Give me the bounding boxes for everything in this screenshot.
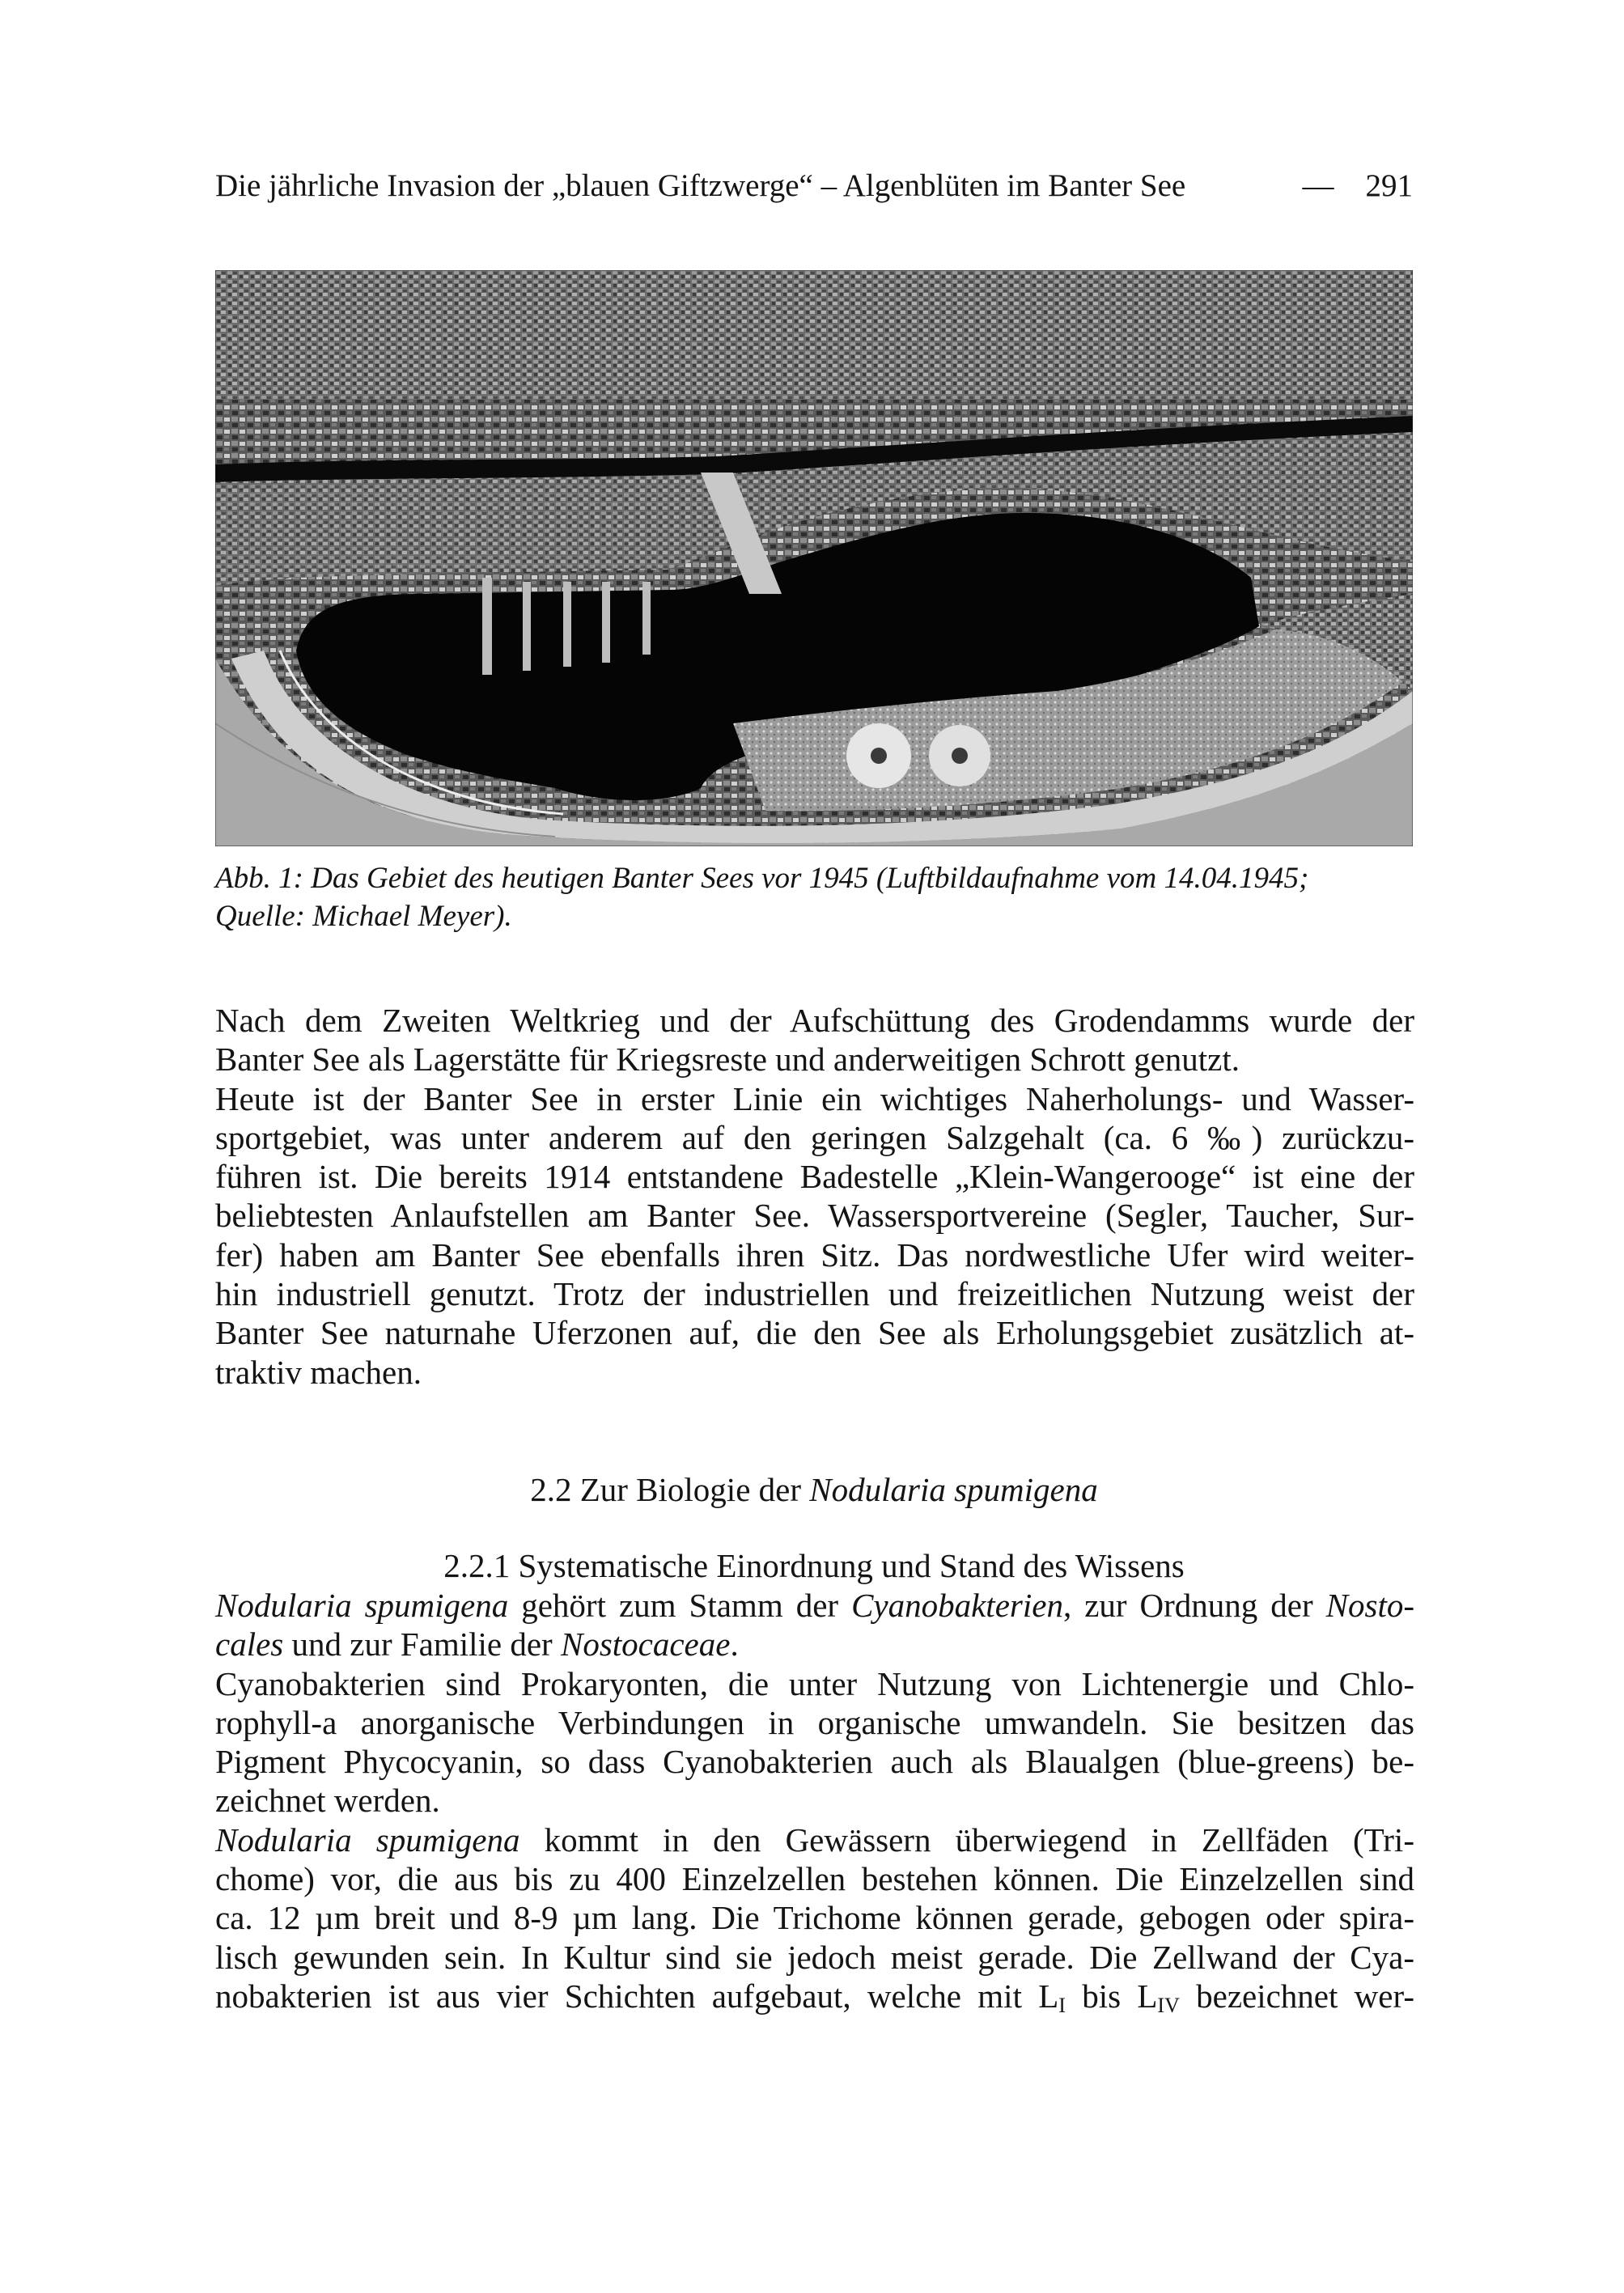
text-run: , zur Ordnung der: [1062, 1587, 1326, 1624]
text-line: führen ist. Die bereits 1914 entstandene Badestelle „Klein-Wangerooge“ ist eine der: [215, 1158, 1414, 1196]
text-run: bezeichnet wer-: [1179, 1977, 1414, 2015]
paragraph-2: [215, 1586, 1414, 2015]
text-run: bis L: [1065, 1977, 1158, 2015]
text-line: lisch gewunden sein. In Kultur sind sie jedoch meist gerade. Die Zellwand der Cya-: [215, 1938, 1414, 1976]
text-line: Banter See als Lagerstätte für Kriegsreste und anderweitigen Schrott genutzt.: [215, 1041, 1240, 1079]
aerial-photo-image: [215, 270, 1413, 846]
subscript: IV: [1157, 1993, 1180, 2017]
text-line: sportgebiet, was unter anderem auf den geringen Salzgehalt (ca. 6 ‰) zurückzu-: [215, 1118, 1414, 1156]
text-line: Banter See naturnahe Uferzonen auf, die den See als Erholungsgebiet zusätzlich at-: [215, 1314, 1414, 1352]
section-heading: [215, 1469, 1413, 1510]
text-line: [215, 1586, 1414, 1625]
text-line: beliebtesten Anlaufstellen am Banter See. Wassersportvereine (Segler, Taucher, Sur-: [215, 1197, 1414, 1235]
text-line: Pigment Phycocyanin, so dass Cyanobakterien auch als Blaualgen (blue-greens) be-: [215, 1743, 1414, 1781]
text-run: .: [730, 1625, 739, 1664]
section-heading-species: Nodularia spumigena: [809, 1471, 1098, 1508]
text-line: rophyll-a anorganische Verbindungen in organische umwandeln. Sie besitzen das: [215, 1703, 1414, 1741]
text-line: ca. 12 µm breit und 8-9 µm lang. Die Trichome können gerade, gebogen oder spira-: [215, 1899, 1414, 1937]
header-dash: —: [1302, 168, 1334, 203]
text-run: und zur Familie der: [283, 1625, 561, 1664]
text-line: hin industriell genutzt. Trotz der industriellen und freizeitlichen Nutzung weist der: [215, 1275, 1414, 1313]
section-heading-prefix: 2.2 Zur Biologie der: [530, 1471, 810, 1508]
subsection-heading: 2.2.1 Systematische Einordnung und Stand des Wissens: [443, 1547, 1185, 1584]
text-run: gehört zum Stamm der: [508, 1587, 852, 1624]
figure-caption: [215, 859, 1413, 935]
text-line: Cyanobakterien sind Prokaryonten, die unter Nutzung von Lichtenergie und Chlo-: [215, 1664, 1414, 1702]
text-line: zeichnet werden.: [215, 1782, 440, 1820]
running-header: [215, 167, 1413, 206]
text-line: Heute ist der Banter See in erster Linie ein wichtiges Naherholungs- und Wasser-: [215, 1079, 1414, 1117]
taxon-name: cales: [215, 1625, 284, 1664]
taxon-name: Cyanobakterien: [851, 1587, 1063, 1624]
text-line: [215, 1977, 1414, 2015]
species-name: Nodularia spumigena: [215, 1820, 520, 1859]
text-run: nobakterien ist aus vier Schichten aufgebaut, welche mit L: [215, 1977, 1059, 2015]
text-line: Nach dem Zweiten Weltkrieg und der Aufschüttung des Grodendamms wurde der: [215, 1002, 1414, 1039]
running-title: Die jährliche Invasion der „blauen Giftzwerge“ – Algenblüten im Banter See: [215, 168, 1186, 203]
aerial-photograph: [215, 270, 1413, 846]
species-name: Nodularia spumigena: [215, 1587, 509, 1624]
taxon-name: Nosto-: [1325, 1587, 1414, 1624]
subscript: I: [1058, 1993, 1066, 2017]
paragraph-1: [215, 1001, 1414, 1392]
text-line: [215, 1625, 1414, 1664]
caption-line-1: Abb. 1: Das Gebiet des heutigen Banter Sees vor 1945 (Luftbildaufnahme vom 14.04.1945;: [215, 862, 1309, 895]
text-line: fer) haben am Banter See ebenfalls ihren Sitz. Das nordwestliche Ufer wird weiter-: [215, 1236, 1414, 1274]
text-line: [215, 1820, 1414, 1859]
caption-line-2: Quelle: Michael Meyer).: [215, 900, 512, 933]
text-line: chome) vor, die aus bis zu 400 Einzelzellen bestehen können. Die Einzelzellen sind: [215, 1860, 1414, 1898]
page-number: 291: [1365, 168, 1413, 203]
taxon-name: Nostocaceae: [560, 1625, 731, 1664]
text-run: kommt in den Gewässern überwiegend in Zellfäden (Tri-: [519, 1820, 1414, 1859]
text-line: traktiv machen.: [215, 1353, 422, 1391]
page-number-group: [1303, 167, 1414, 206]
